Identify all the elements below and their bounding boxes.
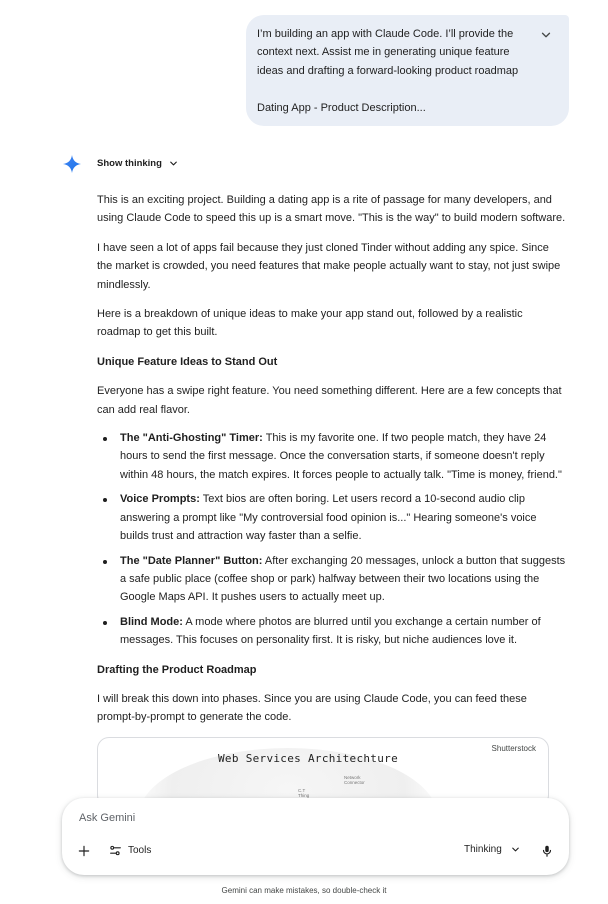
section-heading: Unique Feature Ideas to Stand Out: [97, 355, 278, 368]
image-source[interactable]: Shutterstock: [491, 744, 536, 753]
plus-icon[interactable]: [77, 844, 91, 858]
section-heading: Drafting the Product Roadmap: [97, 663, 257, 676]
feature-title: The "Date Planner" Button:: [120, 554, 263, 567]
feature-title: Voice Prompts:: [120, 493, 200, 506]
gemini-response: [97, 191, 567, 738]
image-small-label: C.T Thing: [298, 788, 310, 798]
tools-button[interactable]: [109, 844, 151, 857]
feature-body: After exchanging 20 messages, unlock a button that suggests a safe public place (coffee shop or park) halfway between their two locations using the Google Maps API. It pushes users to actually meet up.: [120, 554, 566, 604]
image-title: Web Services Architechture: [218, 752, 398, 765]
feature-list: [97, 429, 567, 649]
user-message-bubble: [246, 15, 569, 126]
list-item: [97, 490, 567, 545]
user-message-text: I’m building an app with Claude Code. I’ll provide the context next. Assist me in generating unique feature ideas and drafting a forward-looking product roadmap Dating App - Product Description...: [257, 28, 519, 114]
list-item: [97, 552, 567, 607]
chevron-down-icon: [510, 844, 521, 855]
feature-title: Blind Mode:: [120, 615, 183, 628]
show-thinking-label: Show thinking: [97, 157, 162, 169]
feature-body: This is my favorite one. If two people match, they have 24 hours to send the first message. Once the conversation starts, if someone doesn't reply within 48 hours, the match expires. It forces people to actually talk. "Time is money, friend.": [120, 432, 562, 481]
gemini-sparkle-icon: [63, 155, 81, 173]
response-paragraph: I will break this down into phases. Since you are using Claude Code, you can feed these prompt-by-prompt to generate the code.: [97, 692, 527, 724]
mode-selector[interactable]: [464, 844, 521, 855]
response-paragraph: I have seen a lot of apps fail because they just cloned Tinder without adding any spice. Since the market is crowded, you need features that make people actually want to stay, not just swipe mindlessly.: [97, 241, 561, 291]
feature-body: Text bios are often boring. Let users record a 10-second audio clip answering a prompt like "My controversial food opinion is..." Hearing someone's voice builds trust and attraction way faster than a selfie.: [120, 493, 537, 543]
tools-label: Tools: [128, 845, 152, 856]
chevron-down-icon: [168, 158, 179, 169]
image-card[interactable]: [97, 737, 549, 807]
feature-body: A mode where photos are blurred until you exchange a certain number of messages. This focuses on personality first. It is risky, but niche audiences love it.: [120, 615, 541, 647]
list-item: [97, 429, 567, 484]
response-paragraph: This is an exciting project. Building a dating app is a rite of passage for many developers, and using Claude Code to speed this up is a smart move. "This is the way" to build modern software.: [97, 194, 566, 225]
mode-label: Thinking: [464, 844, 502, 855]
prompt-input-box[interactable]: [62, 798, 569, 875]
microphone-icon[interactable]: [540, 844, 554, 858]
list-item: [97, 613, 567, 650]
disclaimer: Gemini can make mistakes, so double-check it: [221, 886, 387, 895]
prompt-input[interactable]: Ask Gemini: [79, 812, 136, 824]
response-paragraph: Everyone has a swipe right feature. You need something different. Here are a few concepts that can add real flavor.: [97, 385, 562, 416]
sliders-icon: [109, 844, 122, 857]
chevron-down-icon[interactable]: [539, 28, 553, 42]
response-paragraph: Here is a breakdown of unique ideas to make your app stand out, followed by a realistic roadmap to get this built.: [97, 308, 523, 339]
feature-title: The "Anti-Ghosting" Timer:: [120, 432, 263, 445]
show-thinking-toggle[interactable]: [97, 155, 179, 171]
image-small-label: Network Connector: [344, 775, 365, 785]
